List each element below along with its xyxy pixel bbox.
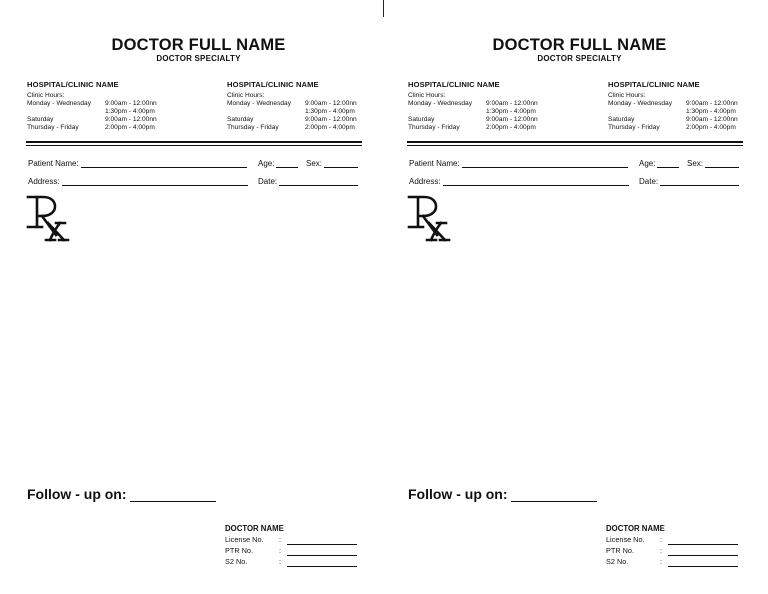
hours-time: 9:00am - 12:00nn	[686, 116, 738, 123]
age-field[interactable]	[258, 158, 298, 168]
age-label: Age:	[258, 159, 275, 168]
clinic-hours-row	[408, 116, 548, 124]
hours-day: Thursday - Friday	[408, 124, 460, 131]
clinic-hours-row	[27, 124, 167, 132]
clinic-hours-row	[27, 100, 167, 108]
date-field[interactable]	[258, 176, 358, 186]
colon: :	[279, 535, 282, 544]
date-label: Date:	[258, 177, 278, 186]
hours-day: Monday - Wednesday	[408, 100, 473, 107]
prescription-pad-left	[26, 0, 371, 594]
doctor-name-heading: DOCTOR FULL NAME	[111, 36, 286, 54]
header-rule-thin	[407, 145, 743, 146]
clinic-block-2	[608, 81, 748, 132]
header-rule-thick	[26, 141, 362, 143]
age-line[interactable]	[657, 158, 679, 168]
clinic-hours-row	[408, 108, 548, 116]
clinic-name: HOSPITAL/CLINIC NAME	[227, 80, 319, 89]
hours-time: 9:00am - 12:00nn	[105, 116, 157, 123]
ptr-row[interactable]	[225, 545, 357, 556]
hours-day: Thursday - Friday	[27, 124, 79, 131]
s2-row[interactable]	[225, 556, 357, 567]
patient-name-field[interactable]	[28, 158, 247, 168]
signature-block	[606, 523, 738, 567]
hours-time: 9:00am - 12:00nn	[486, 100, 538, 107]
address-label: Address:	[409, 177, 441, 186]
signature-block	[225, 523, 357, 567]
hours-time: 2:00pm - 4:00pm	[305, 124, 355, 131]
s2-label: S2 No.	[225, 557, 248, 566]
license-line[interactable]	[287, 536, 357, 545]
hours-time: 1:30pm - 4:00pm	[686, 108, 736, 115]
hours-time: 9:00am - 12:00nn	[105, 100, 157, 107]
clinic-hours-row	[27, 116, 167, 124]
doctor-name-heading: DOCTOR FULL NAME	[492, 36, 667, 54]
header-rule-thick	[407, 141, 743, 143]
address-label: Address:	[28, 177, 60, 186]
hours-time: 9:00am - 12:00nn	[486, 116, 538, 123]
rx-icon	[407, 193, 451, 243]
address-line[interactable]	[62, 176, 248, 186]
hours-day	[608, 108, 686, 116]
follow-up-label: Follow - up on:	[27, 486, 127, 502]
clinic-hours-row	[608, 100, 748, 108]
age-label: Age:	[639, 159, 656, 168]
clinic-hours-row	[408, 100, 548, 108]
patient-name-line[interactable]	[81, 158, 247, 168]
clinic-hours-row	[608, 116, 748, 124]
ptr-row[interactable]	[606, 545, 738, 556]
clinic-hours-row	[27, 108, 167, 116]
age-line[interactable]	[276, 158, 298, 168]
sex-line[interactable]	[705, 158, 739, 168]
sex-label: Sex:	[306, 159, 323, 168]
clinic-block-1	[408, 81, 548, 132]
sex-label: Sex:	[687, 159, 704, 168]
hours-time: 1:30pm - 4:00pm	[486, 108, 536, 115]
clinic-hours-row	[408, 124, 548, 132]
hours-day	[408, 108, 486, 116]
clinic-hours-row	[608, 124, 748, 132]
hours-time: 9:00am - 12:00nn	[305, 100, 357, 107]
hours-day	[227, 108, 305, 116]
license-row[interactable]	[225, 534, 357, 545]
doctor-specialty: DOCTOR SPECIALTY	[156, 54, 241, 63]
hours-time: 9:00am - 12:00nn	[305, 116, 357, 123]
doctor-specialty: DOCTOR SPECIALTY	[537, 54, 622, 63]
follow-up-field[interactable]	[27, 486, 216, 502]
colon: :	[279, 557, 282, 566]
address-field[interactable]	[409, 176, 629, 186]
age-field[interactable]	[639, 158, 679, 168]
hours-time: 2:00pm - 4:00pm	[105, 124, 155, 131]
clinic-hours-label: Clinic Hours:	[608, 92, 646, 99]
follow-up-line[interactable]	[130, 487, 216, 502]
hours-time: 1:30pm - 4:00pm	[305, 108, 355, 115]
clinic-hours-label: Clinic Hours:	[408, 92, 446, 99]
clinic-name: HOSPITAL/CLINIC NAME	[408, 80, 500, 89]
s2-line[interactable]	[668, 558, 738, 567]
clinic-name: HOSPITAL/CLINIC NAME	[27, 80, 119, 89]
colon: :	[660, 546, 663, 555]
clinic-block-2	[227, 81, 367, 132]
address-line[interactable]	[443, 176, 629, 186]
s2-line[interactable]	[287, 558, 357, 567]
signature-doctor-name: DOCTOR NAME	[606, 524, 665, 533]
hours-day: Monday - Wednesday	[227, 100, 292, 107]
hours-day: Saturday	[227, 116, 254, 123]
clinic-hours-label: Clinic Hours:	[27, 92, 65, 99]
clinic-hours-label: Clinic Hours:	[227, 92, 265, 99]
prescription-pad-right	[407, 0, 752, 594]
patient-name-field[interactable]	[409, 158, 628, 168]
follow-up-label: Follow - up on:	[408, 486, 508, 502]
license-row[interactable]	[606, 534, 738, 545]
s2-row[interactable]	[606, 556, 738, 567]
clinic-name: HOSPITAL/CLINIC NAME	[608, 80, 700, 89]
clinic-block-1	[27, 81, 167, 132]
ptr-line[interactable]	[287, 547, 357, 556]
hours-time: 1:30pm - 4:00pm	[105, 108, 155, 115]
follow-up-field[interactable]	[408, 486, 597, 502]
colon: :	[279, 546, 282, 555]
date-label: Date:	[639, 177, 659, 186]
ptr-label: PTR No.	[606, 546, 634, 555]
patient-name-label: Patient Name:	[409, 159, 460, 168]
hours-time: 2:00pm - 4:00pm	[686, 124, 736, 131]
date-line[interactable]	[279, 176, 358, 186]
patient-name-line[interactable]	[462, 158, 628, 168]
signature-doctor-name: DOCTOR NAME	[225, 524, 284, 533]
rx-icon	[26, 193, 70, 243]
sex-line[interactable]	[324, 158, 358, 168]
hours-day	[27, 108, 105, 116]
license-line[interactable]	[668, 536, 738, 545]
hours-day: Saturday	[27, 116, 54, 123]
s2-label: S2 No.	[606, 557, 629, 566]
clinic-hours-row	[227, 124, 367, 132]
date-field[interactable]	[639, 176, 739, 186]
clinic-hours-row	[608, 108, 748, 116]
hours-day: Monday - Wednesday	[608, 100, 673, 107]
license-label: License No.	[606, 535, 645, 544]
ptr-line[interactable]	[668, 547, 738, 556]
follow-up-line[interactable]	[511, 487, 597, 502]
sex-field[interactable]	[687, 158, 739, 168]
clinic-hours-row	[227, 100, 367, 108]
patient-name-label: Patient Name:	[28, 159, 79, 168]
sex-field[interactable]	[306, 158, 358, 168]
colon: :	[660, 557, 663, 566]
clinic-hours-row	[227, 108, 367, 116]
page-center-divider	[383, 0, 384, 17]
hours-day: Monday - Wednesday	[27, 100, 92, 107]
header-rule-thin	[26, 145, 362, 146]
hours-day: Thursday - Friday	[608, 124, 660, 131]
date-line[interactable]	[660, 176, 739, 186]
hours-time: 9:00am - 12:00nn	[686, 100, 738, 107]
hours-day: Saturday	[608, 116, 635, 123]
hours-time: 2:00pm - 4:00pm	[486, 124, 536, 131]
hours-day: Saturday	[408, 116, 435, 123]
ptr-label: PTR No.	[225, 546, 253, 555]
address-field[interactable]	[28, 176, 248, 186]
clinic-hours-row	[227, 116, 367, 124]
colon: :	[660, 535, 663, 544]
hours-day: Thursday - Friday	[227, 124, 279, 131]
license-label: License No.	[225, 535, 264, 544]
